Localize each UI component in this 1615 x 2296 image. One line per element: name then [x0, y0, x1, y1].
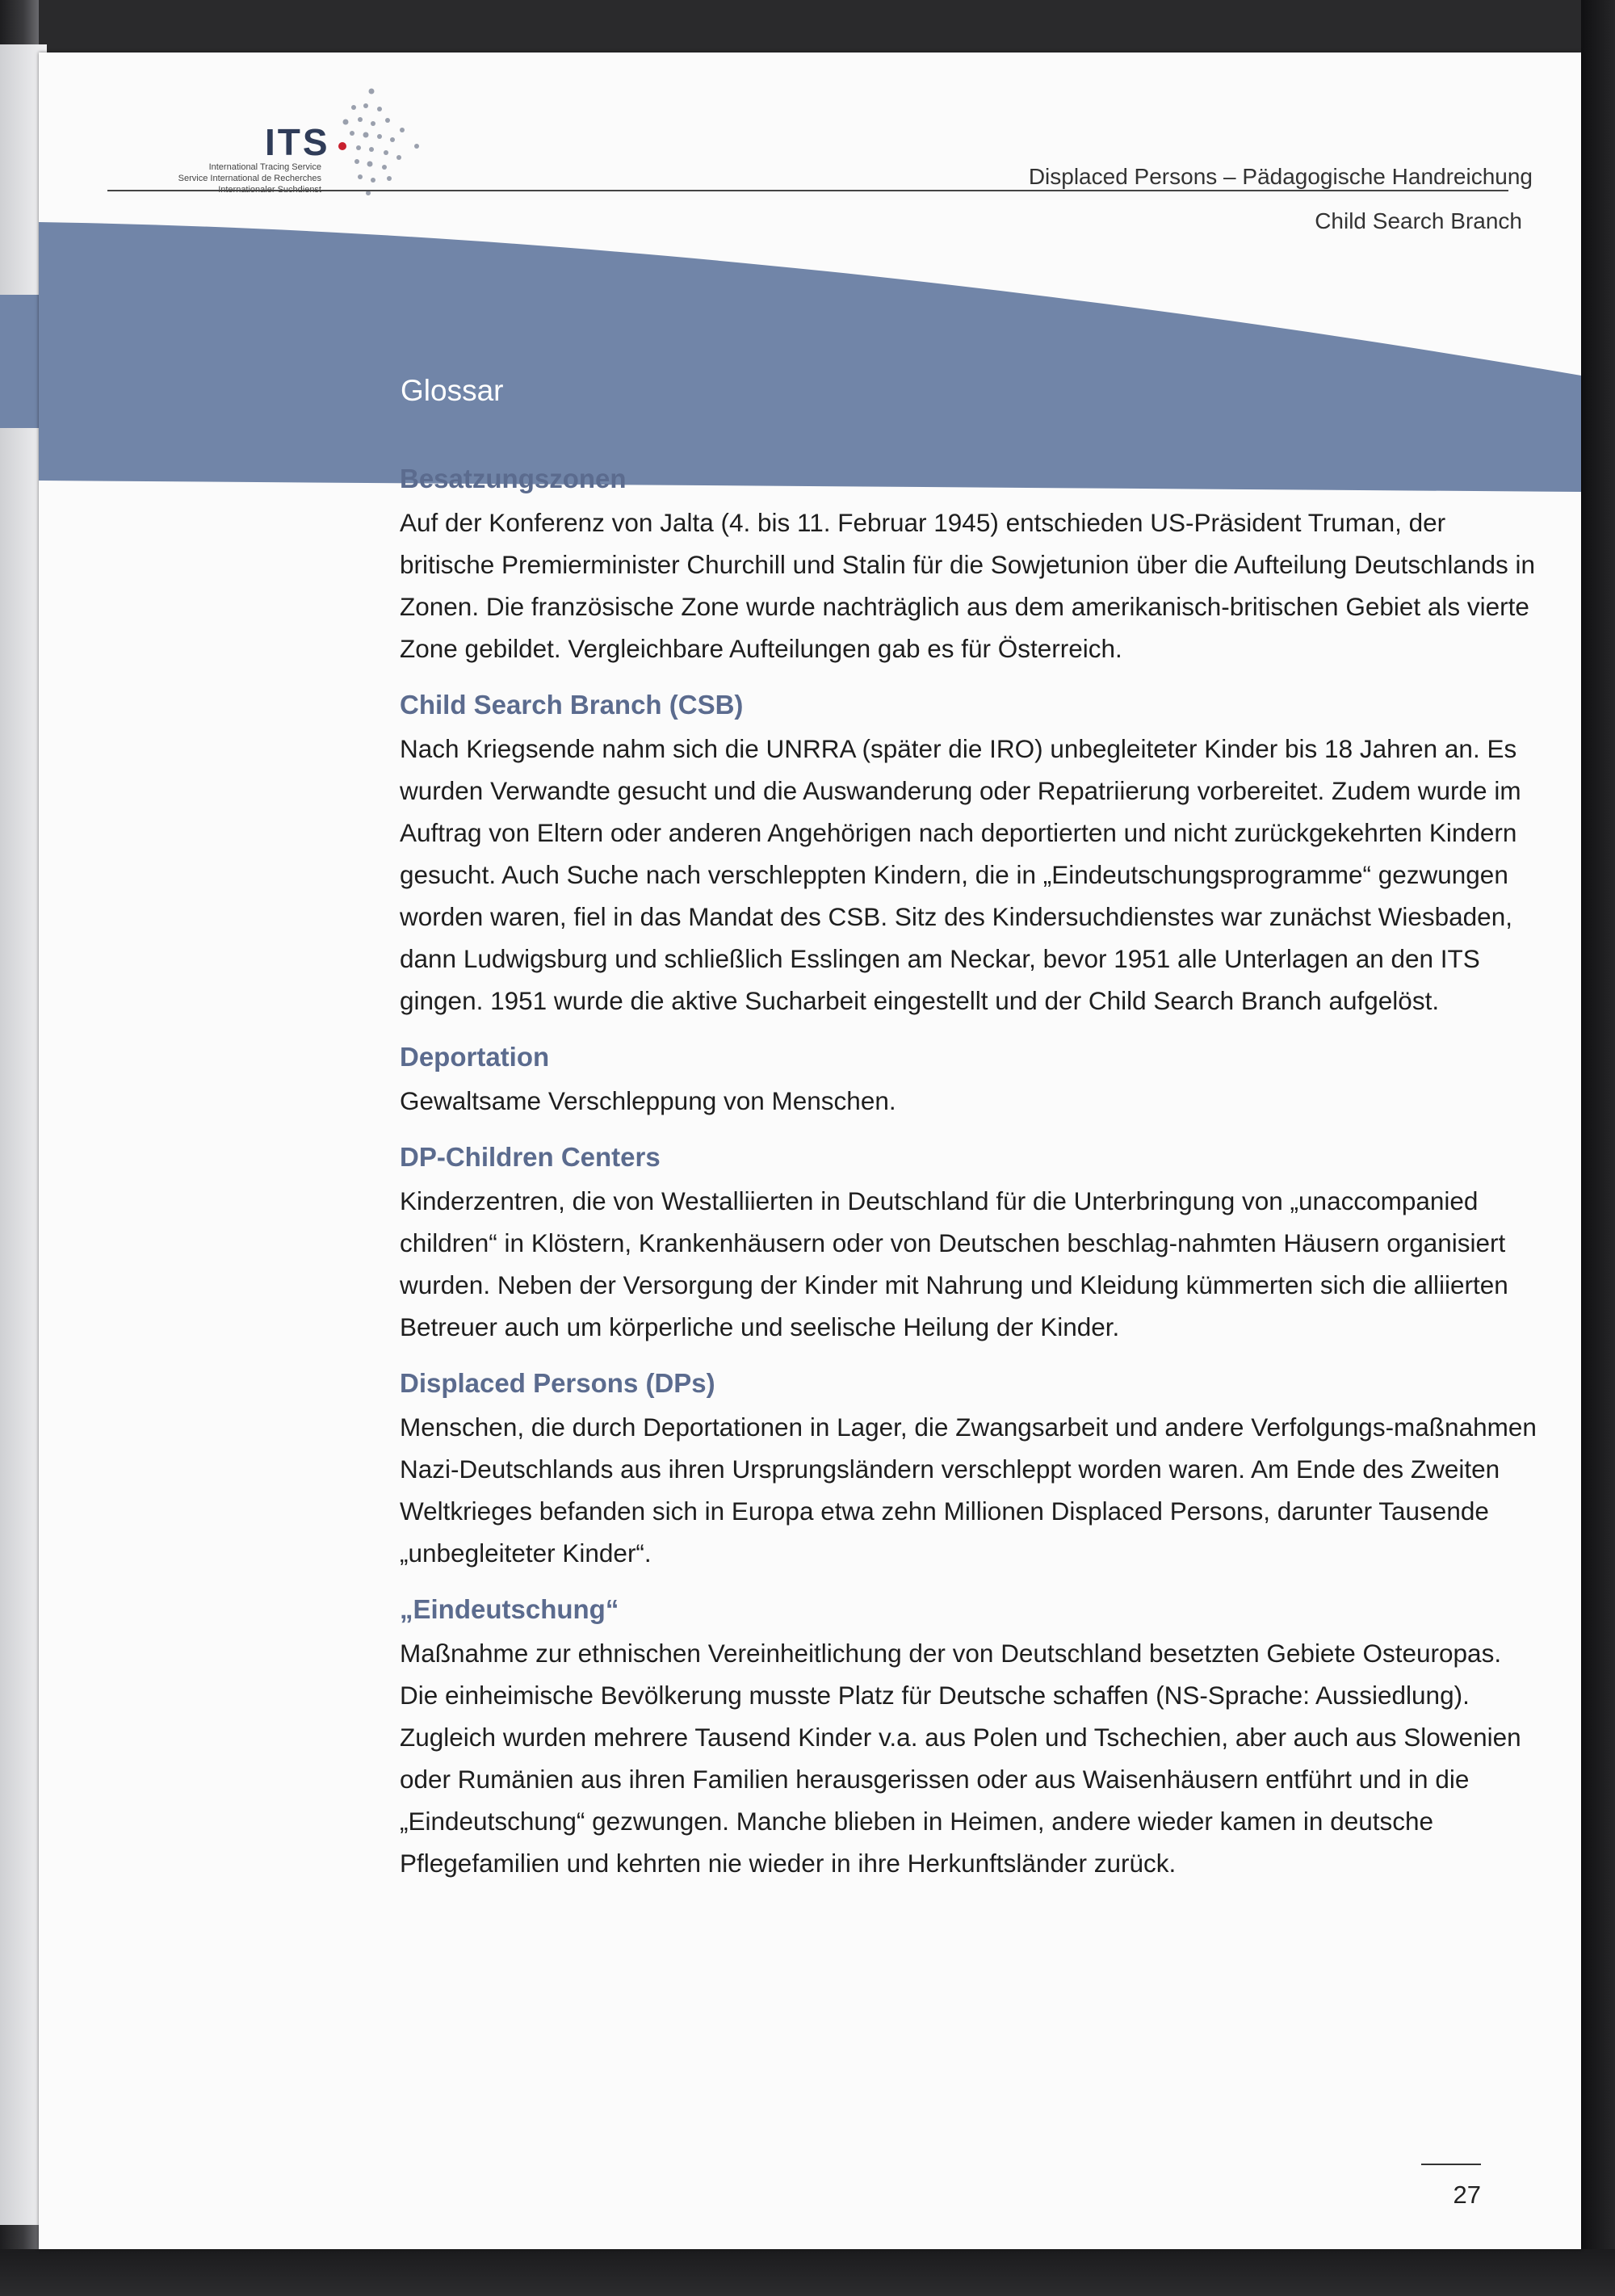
glossary-entry	[400, 1135, 1546, 1348]
entry-text: Nach Kriegsende nahm sich die UNRRA (später die IRO) unbegleiteter Kinder bis 18 Jahren an. Es wurden Verwandte gesucht und die Auswanderung oder Repatriierung vorbereitet. Zudem wurde im Auftrag von Eltern oder anderen Angehörigen nach deportierten und nicht zurückgekehrten Kindern gesucht. Auch Suche nach verschleppten Kindern, die in „Eindeutschungsprogramme“ gezwungen worden waren, fiel in das Mandat des CSB. Sitz des Kindersuchdienstes war zunächst Wiesbaden, dann Ludwigsburg und schließlich Esslingen am Neckar, bevor 1951 alle Unterlagen an den ITS gingen. 1951 wurde die aktive Sucharbeit eingestellt und der Child Search Branch aufgelöst.	[400, 734, 1521, 1015]
glossary-entry	[400, 1035, 1546, 1122]
its-logo	[103, 67, 443, 204]
logo-line: Service International de Recherches	[178, 174, 321, 183]
running-header-subtitle: Child Search Branch	[1315, 208, 1522, 233]
entry-heading: Deportation	[400, 1042, 550, 1072]
dots-icon	[321, 83, 451, 204]
glossary-entry	[400, 1361, 1546, 1574]
logo-line: International Tracing Service	[208, 162, 321, 172]
glossary	[400, 456, 1546, 1897]
logo-title: ITS	[265, 121, 330, 163]
entry-heading: Displaced Persons (DPs)	[400, 1368, 715, 1398]
glossary-entry	[400, 682, 1546, 1022]
entry-text: Auf der Konferenz von Jalta (4. bis 11. Februar 1945) entschieden US-Präsident Truman, der britische Premierminister Churchill und Stalin für die Sowjetunion über die Aufteilung Deutschlands in Zonen. Die französische Zone wurde nachträglich aus dem amerikanisch-britischen Gebiet als vierte Zone gebildet. Vergleichbare Aufteilungen gab es für Österreich.	[400, 508, 1535, 663]
entry-text: Maßnahme zur ethnischen Vereinheitlichung der von Deutschland besetzten Gebiete Osteuropas. Die einheimische Bevölkerung musste Platz für Deutsche schaffen (NS-Sprache: Aussiedlung). Zugleich wurden mehrere Tausend Kinder v.a. aus Polen und Tschechien, aber auch aus Slowenien oder Rumänien aus ihren Familien herausgerissen oder aus Waisenhäusern entführt und in die „Eindeutschung“ gezwungen. Manche blieben in Heimen, andere wieder kamen in deutsche Pflegefamilien und kehrten nie wieder in ihre Herkunftsländer zurück.	[400, 1639, 1521, 1878]
red-dot-icon	[338, 142, 346, 150]
entry-text: Menschen, die durch Deportationen in Lager, die Zwangsarbeit und andere Verfolgungs-maßnahmen Nazi-Deutschlands aus ihren Ursprungsländern verschleppt worden waren. Am Ende des Zweiten Weltkrieges befanden sich in Europa etwa zehn Millionen Displaced Persons, darunter Tausende „unbegleiteter Kinder“.	[400, 1412, 1537, 1568]
running-header-title: Displaced Persons – Pädagogische Handreichung	[1028, 164, 1533, 189]
page-number: 27	[1453, 2181, 1481, 2209]
footer-divider	[1421, 2164, 1481, 2165]
entry-heading: Child Search Branch (CSB)	[400, 690, 744, 720]
entry-heading: „Eindeutschung“	[400, 1594, 619, 1624]
entry-text: Gewaltsame Verschleppung von Menschen.	[400, 1086, 896, 1115]
document-page	[39, 52, 1581, 2249]
header-divider	[107, 190, 1508, 191]
section-band	[39, 222, 1581, 497]
glossary-entry	[400, 456, 1546, 669]
glossary-entry	[400, 1587, 1546, 1884]
entry-heading: Besatzungszonen	[400, 464, 627, 493]
entry-heading: DP-Children Centers	[400, 1142, 661, 1172]
entry-text: Kinderzentren, die von Westalliierten in Deutschland für die Unterbringung von „unaccompanied children“ in Klöstern, Krankenhäusern oder von Deutschen beschlag-nahmten Häusern organisiert wurden. Neben der Versorgung der Kinder mit Nahrung und Kleidung kümmerten sich die alliierten Betreuer auch um körperliche und seelische Heilung der Kinder.	[400, 1186, 1508, 1341]
scan-background-right	[1581, 0, 1615, 2296]
scan-background-bottom	[0, 2249, 1615, 2296]
section-title: Glossar	[401, 374, 504, 407]
